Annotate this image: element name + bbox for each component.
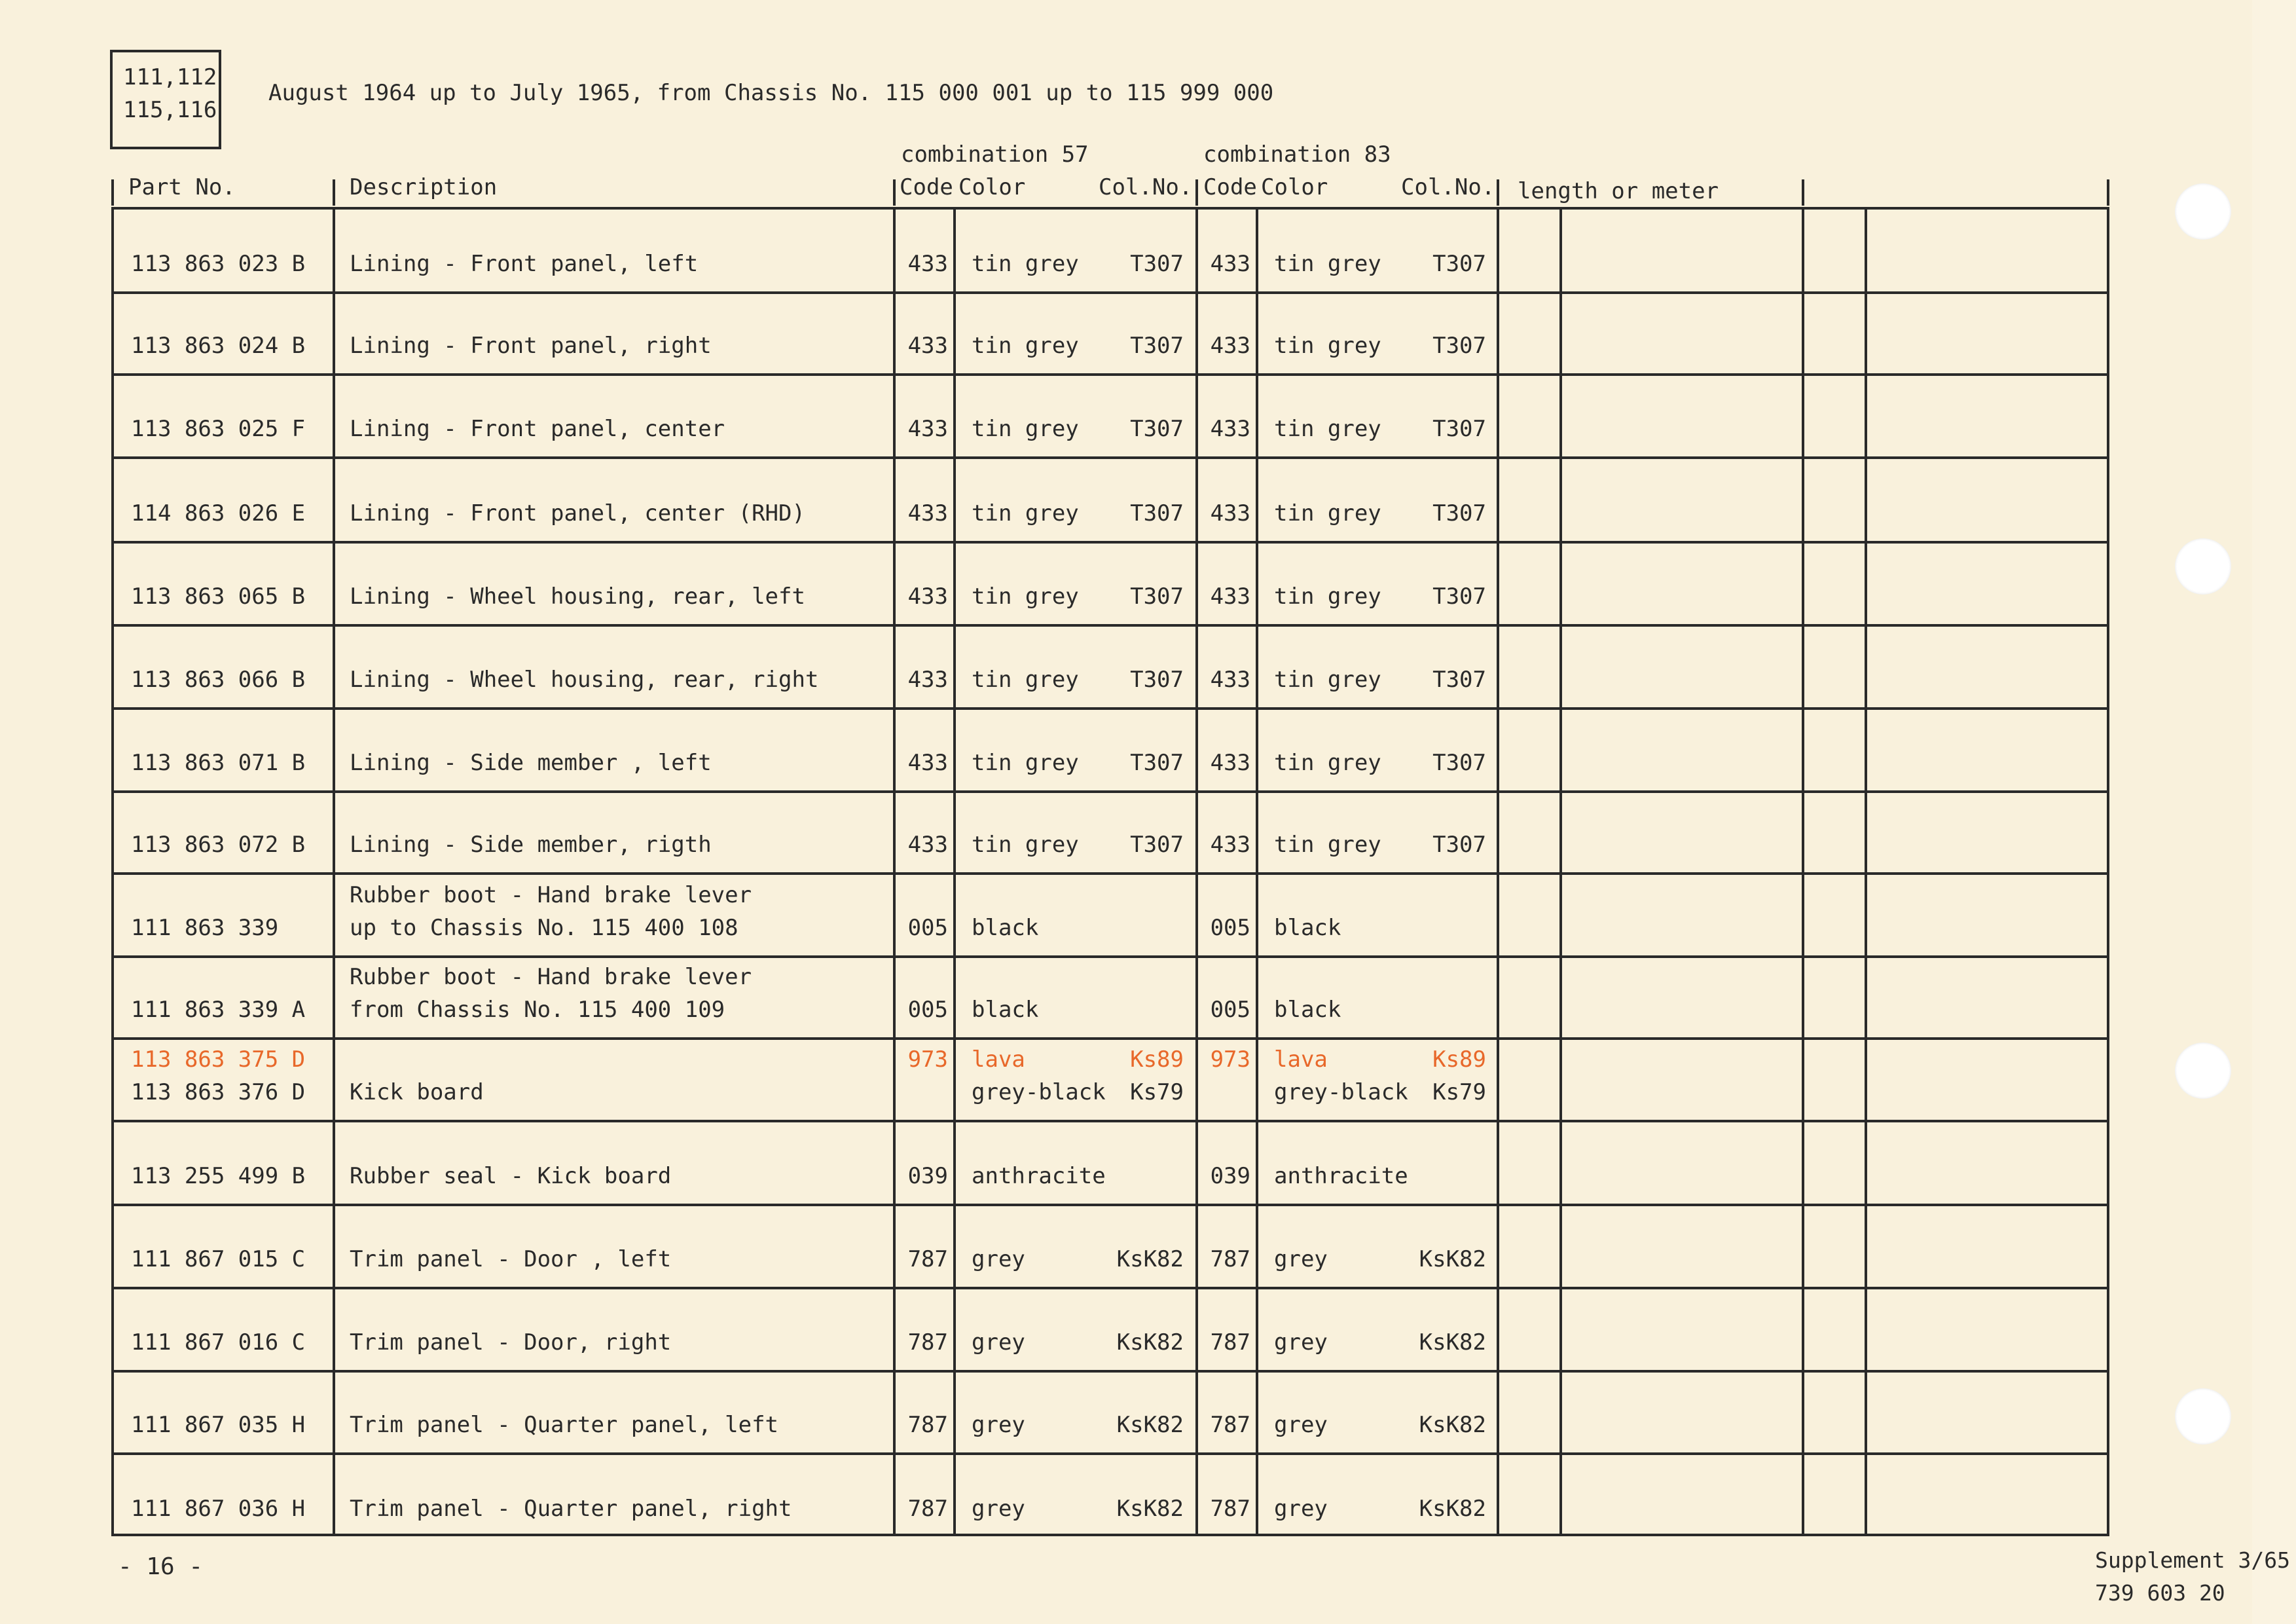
header-tick bbox=[1195, 179, 1198, 206]
row-divider bbox=[111, 456, 2109, 459]
col-header-code-2: Code bbox=[1203, 174, 1257, 200]
color-57: tin grey bbox=[972, 583, 1079, 610]
supplement-label: Supplement 3/65 bbox=[2095, 1547, 2291, 1573]
page-number: - 16 - bbox=[118, 1553, 204, 1580]
code-57: 973 bbox=[907, 1046, 948, 1073]
code-83: 433 bbox=[1210, 251, 1250, 277]
color-83: tin grey bbox=[1274, 500, 1381, 526]
description: Lining - Front panel, center (RHD) bbox=[350, 500, 805, 526]
part-number: 114 863 026 E bbox=[131, 500, 306, 526]
row-divider bbox=[111, 373, 2109, 376]
description: Lining - Side member , left bbox=[350, 750, 712, 776]
color-83: grey bbox=[1274, 1496, 1328, 1522]
colno-83: Ks89 bbox=[1432, 1046, 1486, 1073]
colno-57: T307 bbox=[1130, 251, 1184, 277]
code-83: 973 bbox=[1210, 1046, 1250, 1073]
code-57: 433 bbox=[907, 416, 948, 442]
header-tick bbox=[1497, 179, 1499, 206]
code-57: 433 bbox=[907, 583, 948, 610]
code-57: 005 bbox=[907, 915, 948, 941]
description: up to Chassis No. 115 400 108 bbox=[350, 915, 738, 941]
header-tick bbox=[2107, 179, 2109, 206]
colno-83: T307 bbox=[1432, 750, 1486, 776]
colno-83: Ks79 bbox=[1432, 1079, 1486, 1105]
color-57: tin grey bbox=[972, 750, 1079, 776]
color-57: black bbox=[972, 915, 1039, 941]
colno-57: T307 bbox=[1130, 750, 1184, 776]
code-83: 005 bbox=[1210, 997, 1250, 1023]
description: Lining - Front panel, right bbox=[350, 333, 712, 359]
colno-83: T307 bbox=[1432, 667, 1486, 693]
color-83: tin grey bbox=[1274, 251, 1381, 277]
color-57: tin grey bbox=[972, 251, 1079, 277]
description: Lining - Wheel housing, rear, left bbox=[350, 583, 805, 610]
description: Rubber boot - Hand brake lever bbox=[350, 882, 752, 908]
col-header-part: Part No. bbox=[128, 174, 236, 200]
code-57: 433 bbox=[907, 750, 948, 776]
colno-57: T307 bbox=[1130, 416, 1184, 442]
description: Trim panel - Quarter panel, left bbox=[350, 1412, 779, 1438]
color-83: lava bbox=[1274, 1046, 1328, 1073]
col-header-description: Description bbox=[350, 174, 498, 200]
colno-83: T307 bbox=[1432, 251, 1486, 277]
part-number: 113 863 025 F bbox=[131, 416, 306, 442]
color-57: tin grey bbox=[972, 667, 1079, 693]
code-57: 039 bbox=[907, 1163, 948, 1189]
color-57: tin grey bbox=[972, 832, 1079, 858]
color-83: black bbox=[1274, 997, 1341, 1023]
colno-83: T307 bbox=[1432, 333, 1486, 359]
colno-83: KsK82 bbox=[1419, 1412, 1486, 1438]
description: Trim panel - Quarter panel, right bbox=[350, 1496, 792, 1522]
part-number: 113 863 071 B bbox=[131, 750, 306, 776]
color-57: black bbox=[972, 997, 1039, 1023]
part-number: 113 863 024 B bbox=[131, 333, 306, 359]
colno-57: T307 bbox=[1130, 500, 1184, 526]
color-83: tin grey bbox=[1274, 583, 1381, 610]
color-83: grey-black bbox=[1274, 1079, 1408, 1105]
code-57: 787 bbox=[907, 1246, 948, 1272]
row-divider bbox=[111, 790, 2109, 793]
header-tick bbox=[333, 179, 335, 206]
column-divider bbox=[333, 207, 335, 1536]
code-57: 005 bbox=[907, 997, 948, 1023]
row-divider bbox=[111, 624, 2109, 627]
color-57: grey-black bbox=[972, 1079, 1106, 1105]
color-83: tin grey bbox=[1274, 416, 1381, 442]
code-57: 433 bbox=[907, 667, 948, 693]
code-83: 433 bbox=[1210, 416, 1250, 442]
color-83: grey bbox=[1274, 1329, 1328, 1356]
code-57: 433 bbox=[907, 500, 948, 526]
code-57: 787 bbox=[907, 1412, 948, 1438]
code-57: 787 bbox=[907, 1329, 948, 1356]
catalog-code: 739 603 20 bbox=[2095, 1580, 2225, 1606]
part-number: 113 863 065 B bbox=[131, 583, 306, 610]
col-header-code-1: Code bbox=[900, 174, 953, 200]
color-57: tin grey bbox=[972, 333, 1079, 359]
row-divider bbox=[111, 291, 2109, 294]
colno-57: KsK82 bbox=[1116, 1412, 1184, 1438]
row-divider bbox=[111, 1204, 2109, 1206]
color-83: black bbox=[1274, 915, 1341, 941]
part-number: 111 863 339 A bbox=[131, 997, 306, 1023]
binder-hole bbox=[2175, 1388, 2231, 1445]
description: Lining - Front panel, left bbox=[350, 251, 699, 277]
description: Rubber seal - Kick board bbox=[350, 1163, 672, 1189]
col-header-color-1: Color bbox=[958, 174, 1026, 200]
color-57: grey bbox=[972, 1412, 1025, 1438]
supplement-info bbox=[2095, 1544, 2290, 1610]
color-57: grey bbox=[972, 1246, 1025, 1272]
colno-83: T307 bbox=[1432, 500, 1486, 526]
color-57: anthracite bbox=[972, 1163, 1106, 1189]
code-83: 433 bbox=[1210, 832, 1250, 858]
code-57: 433 bbox=[907, 333, 948, 359]
header-tick bbox=[111, 179, 114, 206]
description: Lining - Wheel housing, rear, right bbox=[350, 667, 819, 693]
col-header-colno-2: Col.No. bbox=[1401, 174, 1495, 200]
binder-hole bbox=[2175, 183, 2231, 240]
header-tick bbox=[893, 179, 896, 206]
model-line: 111,112 bbox=[123, 64, 217, 90]
row-divider bbox=[111, 1370, 2109, 1373]
col-header-length: length or meter bbox=[1518, 178, 1719, 204]
color-57: lava bbox=[972, 1046, 1025, 1073]
binder-hole bbox=[2175, 1043, 2231, 1099]
color-57: grey bbox=[972, 1329, 1025, 1356]
code-57: 433 bbox=[907, 832, 948, 858]
color-83: grey bbox=[1274, 1246, 1328, 1272]
part-number: 111 863 339 bbox=[131, 915, 279, 941]
table-border bbox=[2107, 207, 2109, 1536]
code-83: 433 bbox=[1210, 333, 1250, 359]
description: Lining - Front panel, center bbox=[350, 416, 725, 442]
row-divider bbox=[111, 1452, 2109, 1455]
row-divider bbox=[111, 1287, 2109, 1289]
part-number: 111 867 015 C bbox=[131, 1246, 306, 1272]
column-divider bbox=[1802, 207, 1804, 1536]
table-border bbox=[111, 207, 114, 1536]
code-83: 433 bbox=[1210, 583, 1250, 610]
code-83: 433 bbox=[1210, 667, 1250, 693]
colno-83: T307 bbox=[1432, 832, 1486, 858]
part-number: 111 867 036 H bbox=[131, 1496, 306, 1522]
color-57: tin grey bbox=[972, 500, 1079, 526]
model-box bbox=[110, 50, 221, 149]
code-83: 787 bbox=[1210, 1246, 1250, 1272]
part-number: 113 863 023 B bbox=[131, 251, 306, 277]
header-tick bbox=[1802, 179, 1804, 206]
validity-range: August 1964 up to July 1965, from Chassis No. 115 000 001 up to 115 999 000 bbox=[268, 80, 1274, 106]
part-number: 113 863 066 B bbox=[131, 667, 306, 693]
row-divider bbox=[111, 541, 2109, 544]
col-header-colno-1: Col.No. bbox=[1099, 174, 1193, 200]
colno-57: T307 bbox=[1130, 667, 1184, 693]
part-number: 113 863 376 D bbox=[131, 1079, 306, 1105]
colno-83: KsK82 bbox=[1419, 1496, 1486, 1522]
code-83: 787 bbox=[1210, 1496, 1250, 1522]
colno-57: Ks89 bbox=[1130, 1046, 1184, 1073]
description: from Chassis No. 115 400 109 bbox=[350, 997, 725, 1023]
colno-57: T307 bbox=[1130, 832, 1184, 858]
colno-83: KsK82 bbox=[1419, 1329, 1486, 1356]
colno-57: KsK82 bbox=[1116, 1329, 1184, 1356]
part-number: 113 255 499 B bbox=[131, 1163, 306, 1189]
part-number: 111 867 016 C bbox=[131, 1329, 306, 1356]
color-83: tin grey bbox=[1274, 333, 1381, 359]
colno-83: T307 bbox=[1432, 583, 1486, 610]
row-divider bbox=[111, 707, 2109, 710]
code-57: 433 bbox=[907, 251, 948, 277]
description: Kick board bbox=[350, 1079, 484, 1105]
column-divider bbox=[1497, 207, 1499, 1536]
code-83: 787 bbox=[1210, 1412, 1250, 1438]
col-header-color-2: Color bbox=[1261, 174, 1328, 200]
code-83: 433 bbox=[1210, 500, 1250, 526]
colno-57: KsK82 bbox=[1116, 1246, 1184, 1272]
part-number: 113 863 375 D bbox=[131, 1046, 306, 1073]
color-83: tin grey bbox=[1274, 667, 1381, 693]
row-divider bbox=[111, 872, 2109, 875]
row-divider bbox=[111, 1037, 2109, 1040]
color-57: grey bbox=[972, 1496, 1025, 1522]
code-57: 787 bbox=[907, 1496, 948, 1522]
colno-57: T307 bbox=[1130, 583, 1184, 610]
binder-hole bbox=[2175, 538, 2231, 595]
part-number: 111 867 035 H bbox=[131, 1412, 306, 1438]
description: Rubber boot - Hand brake lever bbox=[350, 964, 752, 990]
model-line: 115,116 bbox=[123, 97, 217, 123]
description: Trim panel - Door , left bbox=[350, 1246, 672, 1272]
colno-57: T307 bbox=[1130, 333, 1184, 359]
color-83: grey bbox=[1274, 1412, 1328, 1438]
description: Lining - Side member, rigth bbox=[350, 832, 712, 858]
colno-83: T307 bbox=[1432, 416, 1486, 442]
color-83: tin grey bbox=[1274, 750, 1381, 776]
combination-83-heading: combination 83 bbox=[1203, 141, 1391, 168]
code-83: 039 bbox=[1210, 1163, 1250, 1189]
color-57: tin grey bbox=[972, 416, 1079, 442]
column-divider bbox=[1559, 207, 1562, 1536]
column-divider bbox=[953, 207, 956, 1536]
colno-57: KsK82 bbox=[1116, 1496, 1184, 1522]
row-divider bbox=[111, 1120, 2109, 1122]
description: Trim panel - Door, right bbox=[350, 1329, 672, 1356]
colno-57: Ks79 bbox=[1130, 1079, 1184, 1105]
column-divider bbox=[1256, 207, 1258, 1536]
colno-83: KsK82 bbox=[1419, 1246, 1486, 1272]
code-83: 433 bbox=[1210, 750, 1250, 776]
color-83: tin grey bbox=[1274, 832, 1381, 858]
combination-57-heading: combination 57 bbox=[901, 141, 1089, 168]
row-divider bbox=[111, 955, 2109, 958]
color-83: anthracite bbox=[1274, 1163, 1408, 1189]
column-divider bbox=[1865, 207, 1867, 1536]
code-83: 787 bbox=[1210, 1329, 1250, 1356]
part-number: 113 863 072 B bbox=[131, 832, 306, 858]
code-83: 005 bbox=[1210, 915, 1250, 941]
